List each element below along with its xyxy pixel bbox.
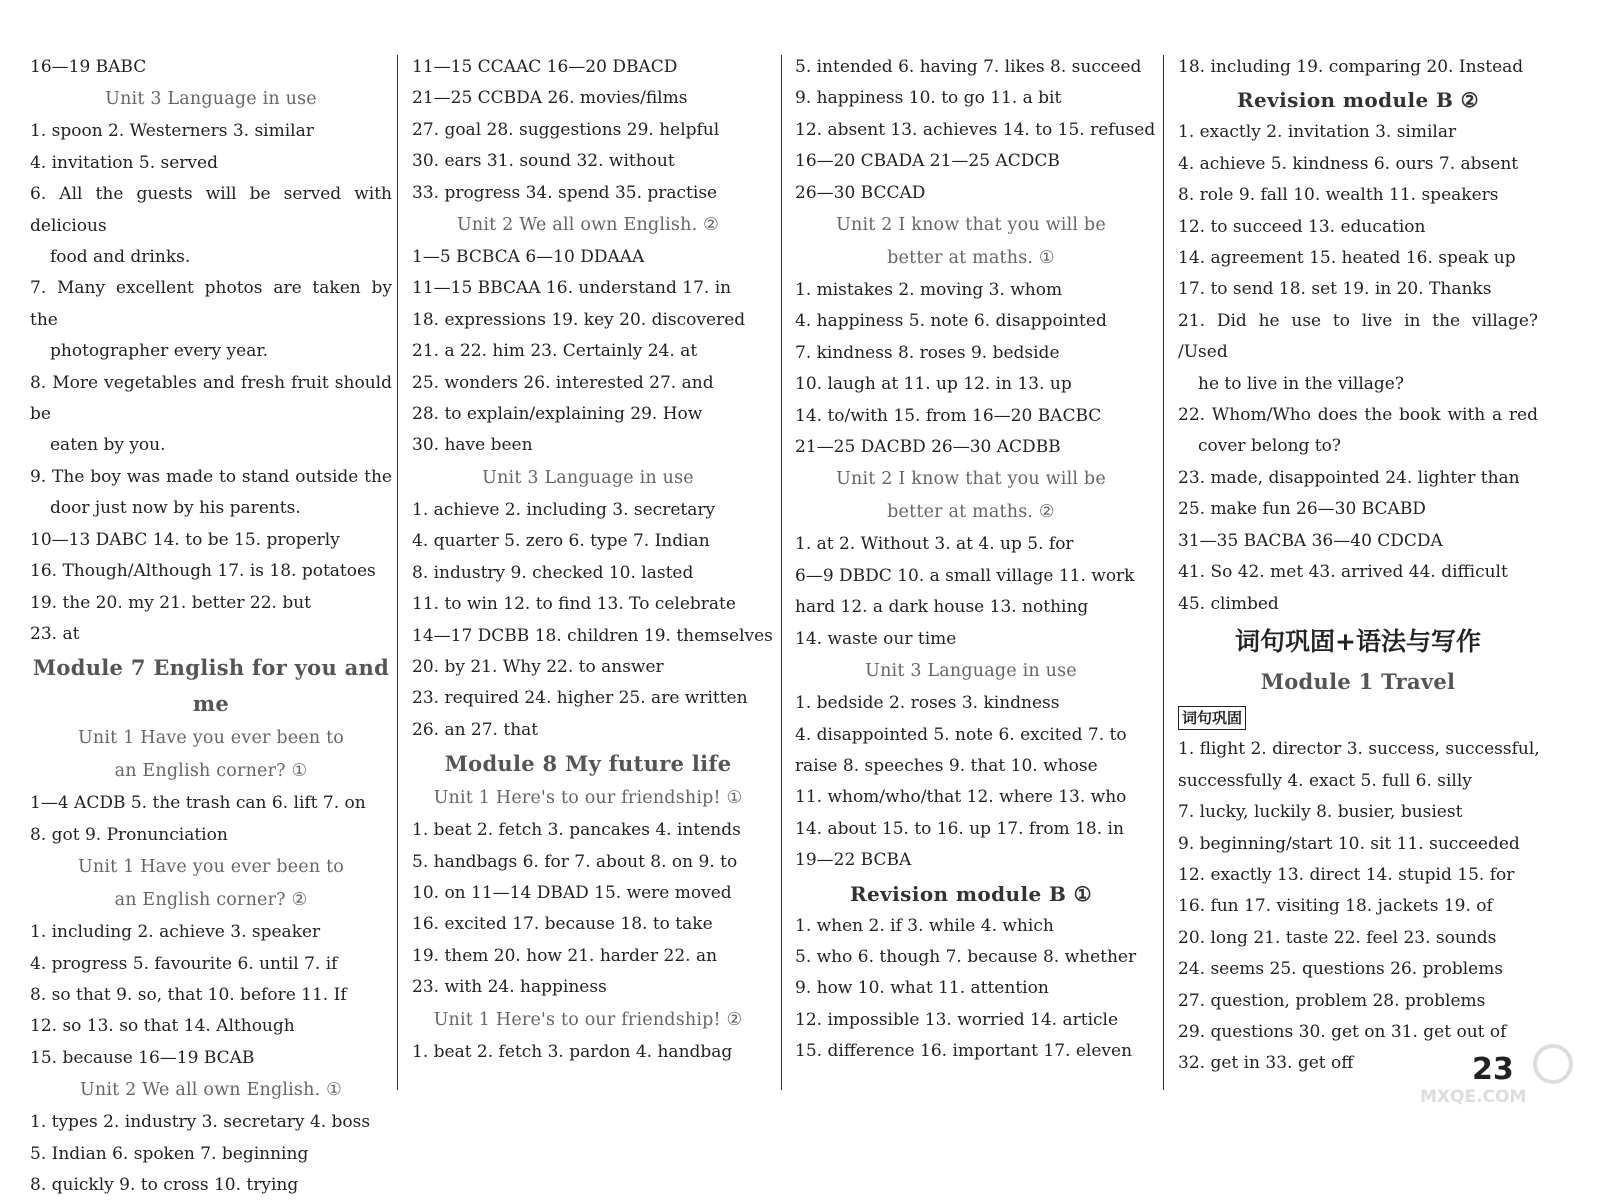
answer-line: 21—25 CCBDA 26. movies/films — [412, 88, 688, 109]
answer-line: 11. whom/who/that 12. where 13. who — [795, 787, 1127, 808]
revision-heading: Revision module B ② — [1237, 88, 1479, 113]
answer-line: 9. happiness 10. to go 11. a bit — [795, 88, 1062, 109]
answer-line: 14. about 15. to 16. up 17. from 18. in — [795, 818, 1124, 839]
section-title: 词句巩固+语法与写作 — [1235, 626, 1481, 656]
answer-line: 1. including 2. achieve 3. speaker — [30, 922, 321, 943]
answer-line: 31—35 BACBA 36—40 CDCDA — [1178, 530, 1443, 551]
answer-line: 19. them 20. how 21. harder 22. an — [412, 945, 718, 966]
answer-line: 4. invitation 5. served — [30, 152, 218, 173]
answer-line: raise 8. speeches 9. that 10. whose — [795, 755, 1098, 776]
section-label: 词句巩固 — [1178, 706, 1246, 730]
answer-column-4 — [1178, 52, 1538, 1080]
answer-line: 1. bedside 2. roses 3. kindness — [795, 693, 1060, 714]
answer-line: 20. by 21. Why 22. to answer — [412, 656, 664, 677]
answer-line: 19. the 20. my 21. better 22. but — [30, 592, 311, 613]
answer-line: 10—13 DABC 14. to be 15. properly — [30, 529, 340, 550]
answer-line: 23. at — [30, 623, 80, 644]
answer-line: 5. handbags 6. for 7. about 8. on 9. to — [412, 851, 738, 872]
answer-line: 26. an 27. that — [412, 719, 539, 740]
answer-line: 12. exactly 13. direct 14. stupid 15. for — [1178, 864, 1515, 885]
answer-line: 1. beat 2. fetch 3. pardon 4. handbag — [412, 1041, 733, 1062]
answer-line: 14—17 DCBB 18. children 19. themselves — [412, 625, 773, 646]
answer-line: 16—20 CBADA 21—25 ACDCB — [795, 151, 1060, 172]
answer-line: 27. question, problem 28. problems — [1178, 990, 1486, 1011]
answer-line: 1. exactly 2. invitation 3. similar — [1178, 122, 1457, 143]
answer-line: 14. waste our time — [795, 628, 957, 649]
module-heading: Module 8 My future life — [444, 751, 732, 777]
unit-heading: an English corner? ② — [114, 890, 308, 911]
answer-line: 12. impossible 13. worried 14. article — [795, 1009, 1119, 1030]
unit-heading: better at maths. ① — [887, 248, 1055, 269]
answer-line: 21—25 DACBD 26—30 ACDBB — [795, 437, 1061, 458]
answer-line: 16. Though/Although 17. is 18. potatoes — [30, 561, 376, 582]
answer-line: 14. agreement 15. heated 16. speak up — [1178, 248, 1516, 269]
answer-line: 1. spoon 2. Westerners 3. similar — [30, 121, 314, 142]
column-divider — [397, 55, 398, 1090]
answer-line: 23. made, disappointed 24. lighter than — [1178, 467, 1520, 488]
answer-line: 4. progress 5. favourite 6. until 7. if — [30, 953, 338, 974]
answer-line: 16. excited 17. because 18. to take — [412, 914, 713, 935]
watermark-logo-icon — [1418, 1040, 1583, 1106]
answer-line: 25. wonders 26. interested 27. and — [412, 372, 714, 393]
answer-column-3 — [795, 52, 1156, 1068]
answer-line: 9. how 10. what 11. attention — [795, 978, 1049, 999]
answer-line: 29. questions 30. get on 31. get out of — [1178, 1021, 1507, 1042]
answer-line: 18. including 19. comparing 20. Instead — [1178, 57, 1524, 77]
answer-line: 20. long 21. taste 22. feel 23. sounds — [1178, 927, 1497, 948]
answer-line: 18. expressions 19. key 20. discovered — [412, 309, 746, 330]
answer-line: 23. with 24. happiness — [412, 977, 607, 998]
answer-line: 27. goal 28. suggestions 29. helpful — [412, 119, 720, 140]
answer-line: 28. to explain/explaining 29. How — [412, 404, 703, 425]
answer-line: 26—30 BCCAD — [795, 182, 926, 203]
column-divider — [781, 55, 782, 1090]
answer-line: 1. mistakes 2. moving 3. whom — [795, 280, 1063, 301]
answer-line: 21. Did he use to live in the village? /Used — [1178, 310, 1538, 363]
answer-line: 4. disappointed 5. note 6. excited 7. to — [795, 724, 1127, 745]
answer-line: 32. get in 33. get off — [1178, 1053, 1354, 1074]
answer-line: 25. make fun 26—30 BCABD — [1178, 499, 1426, 520]
answer-line-continued: he to live in the village? — [1198, 373, 1404, 394]
answer-line: 9. beginning/start 10. sit 11. succeeded — [1178, 833, 1520, 854]
section-label-box — [1178, 700, 1538, 734]
answer-line: 8. got 9. Pronunciation — [30, 824, 228, 845]
answer-line: 33. progress 34. spend 35. practise — [412, 182, 718, 203]
unit-heading: Unit 3 Language in use — [105, 89, 317, 110]
answer-line: 16. fun 17. visiting 18. jackets 19. of — [1178, 896, 1493, 917]
unit-heading: Unit 2 We all own English. ① — [79, 1080, 343, 1101]
unit-heading: Unit 2 We all own English. ② — [456, 215, 720, 236]
answer-line: 1—5 BCBCA 6—10 DDAAA — [412, 247, 645, 268]
answer-line: 12. to succeed 13. education — [1178, 216, 1426, 237]
answer-line-continued: door just now by his parents. — [50, 498, 301, 519]
answer-line: 1. at 2. Without 3. at 4. up 5. for — [795, 534, 1074, 555]
answer-line: 30. ears 31. sound 32. without — [412, 151, 675, 172]
answer-line: 6. All the guests will be served with delicious — [30, 184, 392, 236]
answer-line: 7. kindness 8. roses 9. bedside — [795, 342, 1060, 363]
answer-line: 12. so 13. so that 14. Although — [30, 1016, 295, 1037]
watermark-text: MXQE.COM — [1420, 1087, 1527, 1106]
unit-heading: Unit 1 Have you ever been to — [77, 857, 345, 878]
answer-line: 41. So 42. met 43. arrived 44. difficult — [1178, 562, 1508, 583]
answer-line: 11—15 BBCAA 16. understand 17. in — [412, 278, 732, 299]
answer-line: 15. because 16—19 BCAB — [30, 1047, 255, 1068]
answer-line: 4. achieve 5. kindness 6. ours 7. absent — [1178, 153, 1519, 174]
answer-line: 1. flight 2. director 3. success, successful, — [1178, 739, 1540, 760]
answer-line: 14. to/with 15. from 16—20 BACBC — [795, 405, 1102, 426]
module-heading: Module 7 English for you and me — [32, 655, 390, 717]
answer-line-continued: food and drinks. — [50, 247, 191, 268]
answer-line: 45. climbed — [1178, 593, 1279, 614]
answer-line: successfully 4. exact 5. full 6. silly — [1178, 770, 1472, 791]
answer-line-continued: photographer every year. — [50, 341, 269, 362]
answer-line: 11—15 CCAAC 16—20 DBACD — [412, 57, 678, 77]
answer-line: 30. have been — [412, 435, 533, 456]
answer-column-1 — [30, 52, 392, 1201]
unit-heading: Unit 2 I know that you will be — [836, 469, 1106, 490]
answer-line: 10. laugh at 11. up 12. in 13. up — [795, 374, 1072, 395]
answer-line: 4. happiness 5. note 6. disappointed — [795, 311, 1107, 332]
answer-line: 1. achieve 2. including 3. secretary — [412, 499, 716, 520]
answer-line: 8. More vegetables and fresh fruit should be — [30, 372, 392, 425]
answer-line: 22. Whom/Who does the book with a red — [1178, 405, 1538, 426]
answer-line: 12. absent 13. achieves 14. to 15. refused — [795, 119, 1156, 140]
answer-line-continued: eaten by you. — [50, 435, 166, 456]
answer-line: 8. so that 9. so, that 10. before 11. If — [30, 984, 347, 1005]
answer-line: 11. to win 12. to find 13. To celebrate — [412, 594, 736, 615]
unit-heading: an English corner? ① — [114, 761, 308, 782]
module-heading: Module 1 Travel — [1260, 668, 1456, 694]
answer-line: 1. when 2. if 3. while 4. which — [795, 915, 1054, 936]
answer-line: 4. quarter 5. zero 6. type 7. Indian — [412, 531, 710, 552]
answer-line: 1. beat 2. fetch 3. pancakes 4. intends — [412, 820, 741, 841]
answer-line: 7. Many excellent photos are taken by the — [30, 278, 392, 330]
unit-heading: Unit 2 I know that you will be — [836, 215, 1106, 236]
answer-line: 19—22 BCBA — [795, 850, 912, 871]
unit-heading: Unit 3 Language in use — [482, 467, 694, 488]
answer-line: 6—9 DBDC 10. a small village 11. work — [795, 565, 1135, 586]
answer-line: 17. to send 18. set 19. in 20. Thanks — [1178, 279, 1492, 300]
answer-line: 8. industry 9. checked 10. lasted — [412, 562, 694, 583]
answer-line: 24. seems 25. questions 26. problems — [1178, 959, 1504, 980]
unit-heading: Unit 1 Here's to our friendship! ② — [433, 1009, 743, 1030]
answer-line: 9. The boy was made to stand outside the — [30, 466, 392, 487]
answer-column-2 — [412, 52, 773, 1068]
revision-heading: Revision module B ① — [850, 881, 1092, 906]
answer-line: 5. who 6. though 7. because 8. whether — [795, 946, 1137, 967]
column-divider — [1163, 55, 1164, 1090]
unit-heading: Unit 1 Have you ever been to — [77, 728, 345, 749]
answer-line: hard 12. a dark house 13. nothing — [795, 597, 1089, 618]
answer-line: 5. Indian 6. spoken 7. beginning — [30, 1143, 309, 1164]
answer-line: 8. role 9. fall 10. wealth 11. speakers — [1178, 185, 1499, 206]
unit-heading: Unit 3 Language in use — [865, 661, 1077, 682]
answer-line: 15. difference 16. important 17. eleven — [795, 1041, 1133, 1062]
answer-line: 5. intended 6. having 7. likes 8. succeed — [795, 57, 1142, 77]
answer-line: 21. a 22. him 23. Certainly 24. at — [412, 341, 698, 362]
answer-line: 1. types 2. industry 3. secretary 4. boss — [30, 1112, 371, 1133]
answer-line: 16—19 BABC — [30, 57, 147, 77]
unit-heading: better at maths. ② — [887, 502, 1055, 523]
answer-line: 7. lucky, luckily 8. busier, busiest — [1178, 802, 1463, 823]
answer-line: 1—4 ACDB 5. the trash can 6. lift 7. on — [30, 793, 366, 814]
answer-line: 23. required 24. higher 25. are written — [412, 688, 748, 709]
unit-heading: Unit 1 Here's to our friendship! ① — [433, 788, 743, 809]
page-number: 23 — [1472, 1052, 1514, 1087]
answer-line: 8. quickly 9. to cross 10. trying — [30, 1174, 299, 1195]
answer-line-continued: cover belong to? — [1198, 436, 1341, 457]
answer-line: 10. on 11—14 DBAD 15. were moved — [412, 882, 732, 903]
